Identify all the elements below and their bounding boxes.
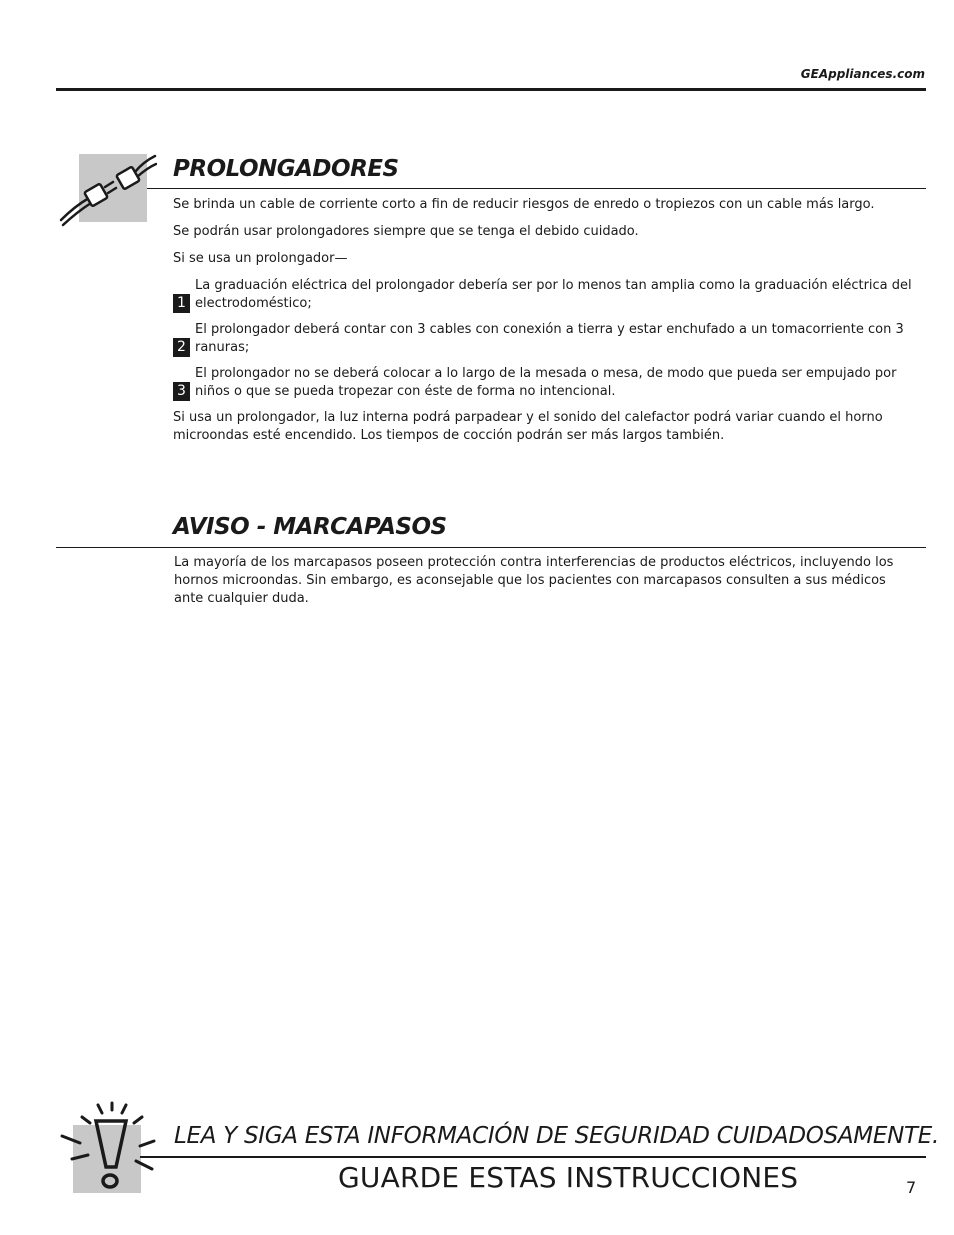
paragraph: Si se usa un prolongador— [173, 251, 348, 266]
paragraph: La mayoría de los marcapasos poseen protección contra interferencias de productos eléctricos, incluyendo los hornos microondas. Sin embargo, es aconsejable que los pacientes con marcapasos consulten a sus médicos ante cualquier duda. [174, 555, 894, 606]
paragraph: Si usa un prolongador, la luz interna podrá parpadear y el sonido del calefactor podrá variar cuando el horno microondas esté encendido. Los tiempos de cocción podrán ser más largos también. [173, 410, 883, 443]
warning-exclamation-icon [60, 1101, 164, 1197]
list-item-text: El prolongador deberá contar con 3 cables con conexión a tierra y estar enchufado a un tomacorriente con 3 ranuras; [195, 322, 904, 355]
list-item-text: La graduación eléctrica del prolongador debería ser por lo menos tan amplia como la graduación eléctrica del electrodoméstico; [195, 278, 912, 311]
paragraph: Se podrán usar prolongadores siempre que se tenga el debido cuidado. [173, 224, 639, 239]
list-item-text: El prolongador no se deberá colocar a lo largo de la mesada o mesa, de modo que pueda ser empujado por niños o que se pueda tropezar con éste de forma no intencional. [195, 366, 897, 399]
section-body-prolongadores [173, 196, 923, 454]
header-rule [56, 88, 926, 91]
save-instructions-heading: GUARDE ESTAS INSTRUCCIONES [338, 1161, 799, 1194]
section-rule [147, 188, 926, 189]
section-rule [56, 547, 926, 548]
footer-rule [140, 1156, 926, 1158]
list-item [173, 321, 923, 357]
section-title-marcapasos: AVISO - MARCAPASOS [173, 514, 447, 540]
number-badge: 1 [173, 294, 190, 313]
extension-cord-icon [57, 150, 157, 230]
list-item [173, 277, 923, 313]
extension-cord-icon [79, 154, 147, 222]
number-badge: 3 [173, 382, 190, 401]
list-item [173, 365, 923, 401]
safety-notice: LEA Y SIGA ESTA INFORMACIÓN DE SEGURIDAD CUIDADOSAMENTE. [174, 1123, 939, 1149]
site-url: GEAppliances.com [800, 67, 925, 81]
page-number: 7 [906, 1178, 917, 1197]
number-badge: 2 [173, 338, 190, 357]
paragraph: Se brinda un cable de corriente corto a fin de reducir riesgos de enredo o tropiezos con un cable más largo. [173, 197, 875, 212]
warning-exclamation-icon [73, 1125, 141, 1193]
section-title-prolongadores: PROLONGADORES [173, 156, 399, 182]
